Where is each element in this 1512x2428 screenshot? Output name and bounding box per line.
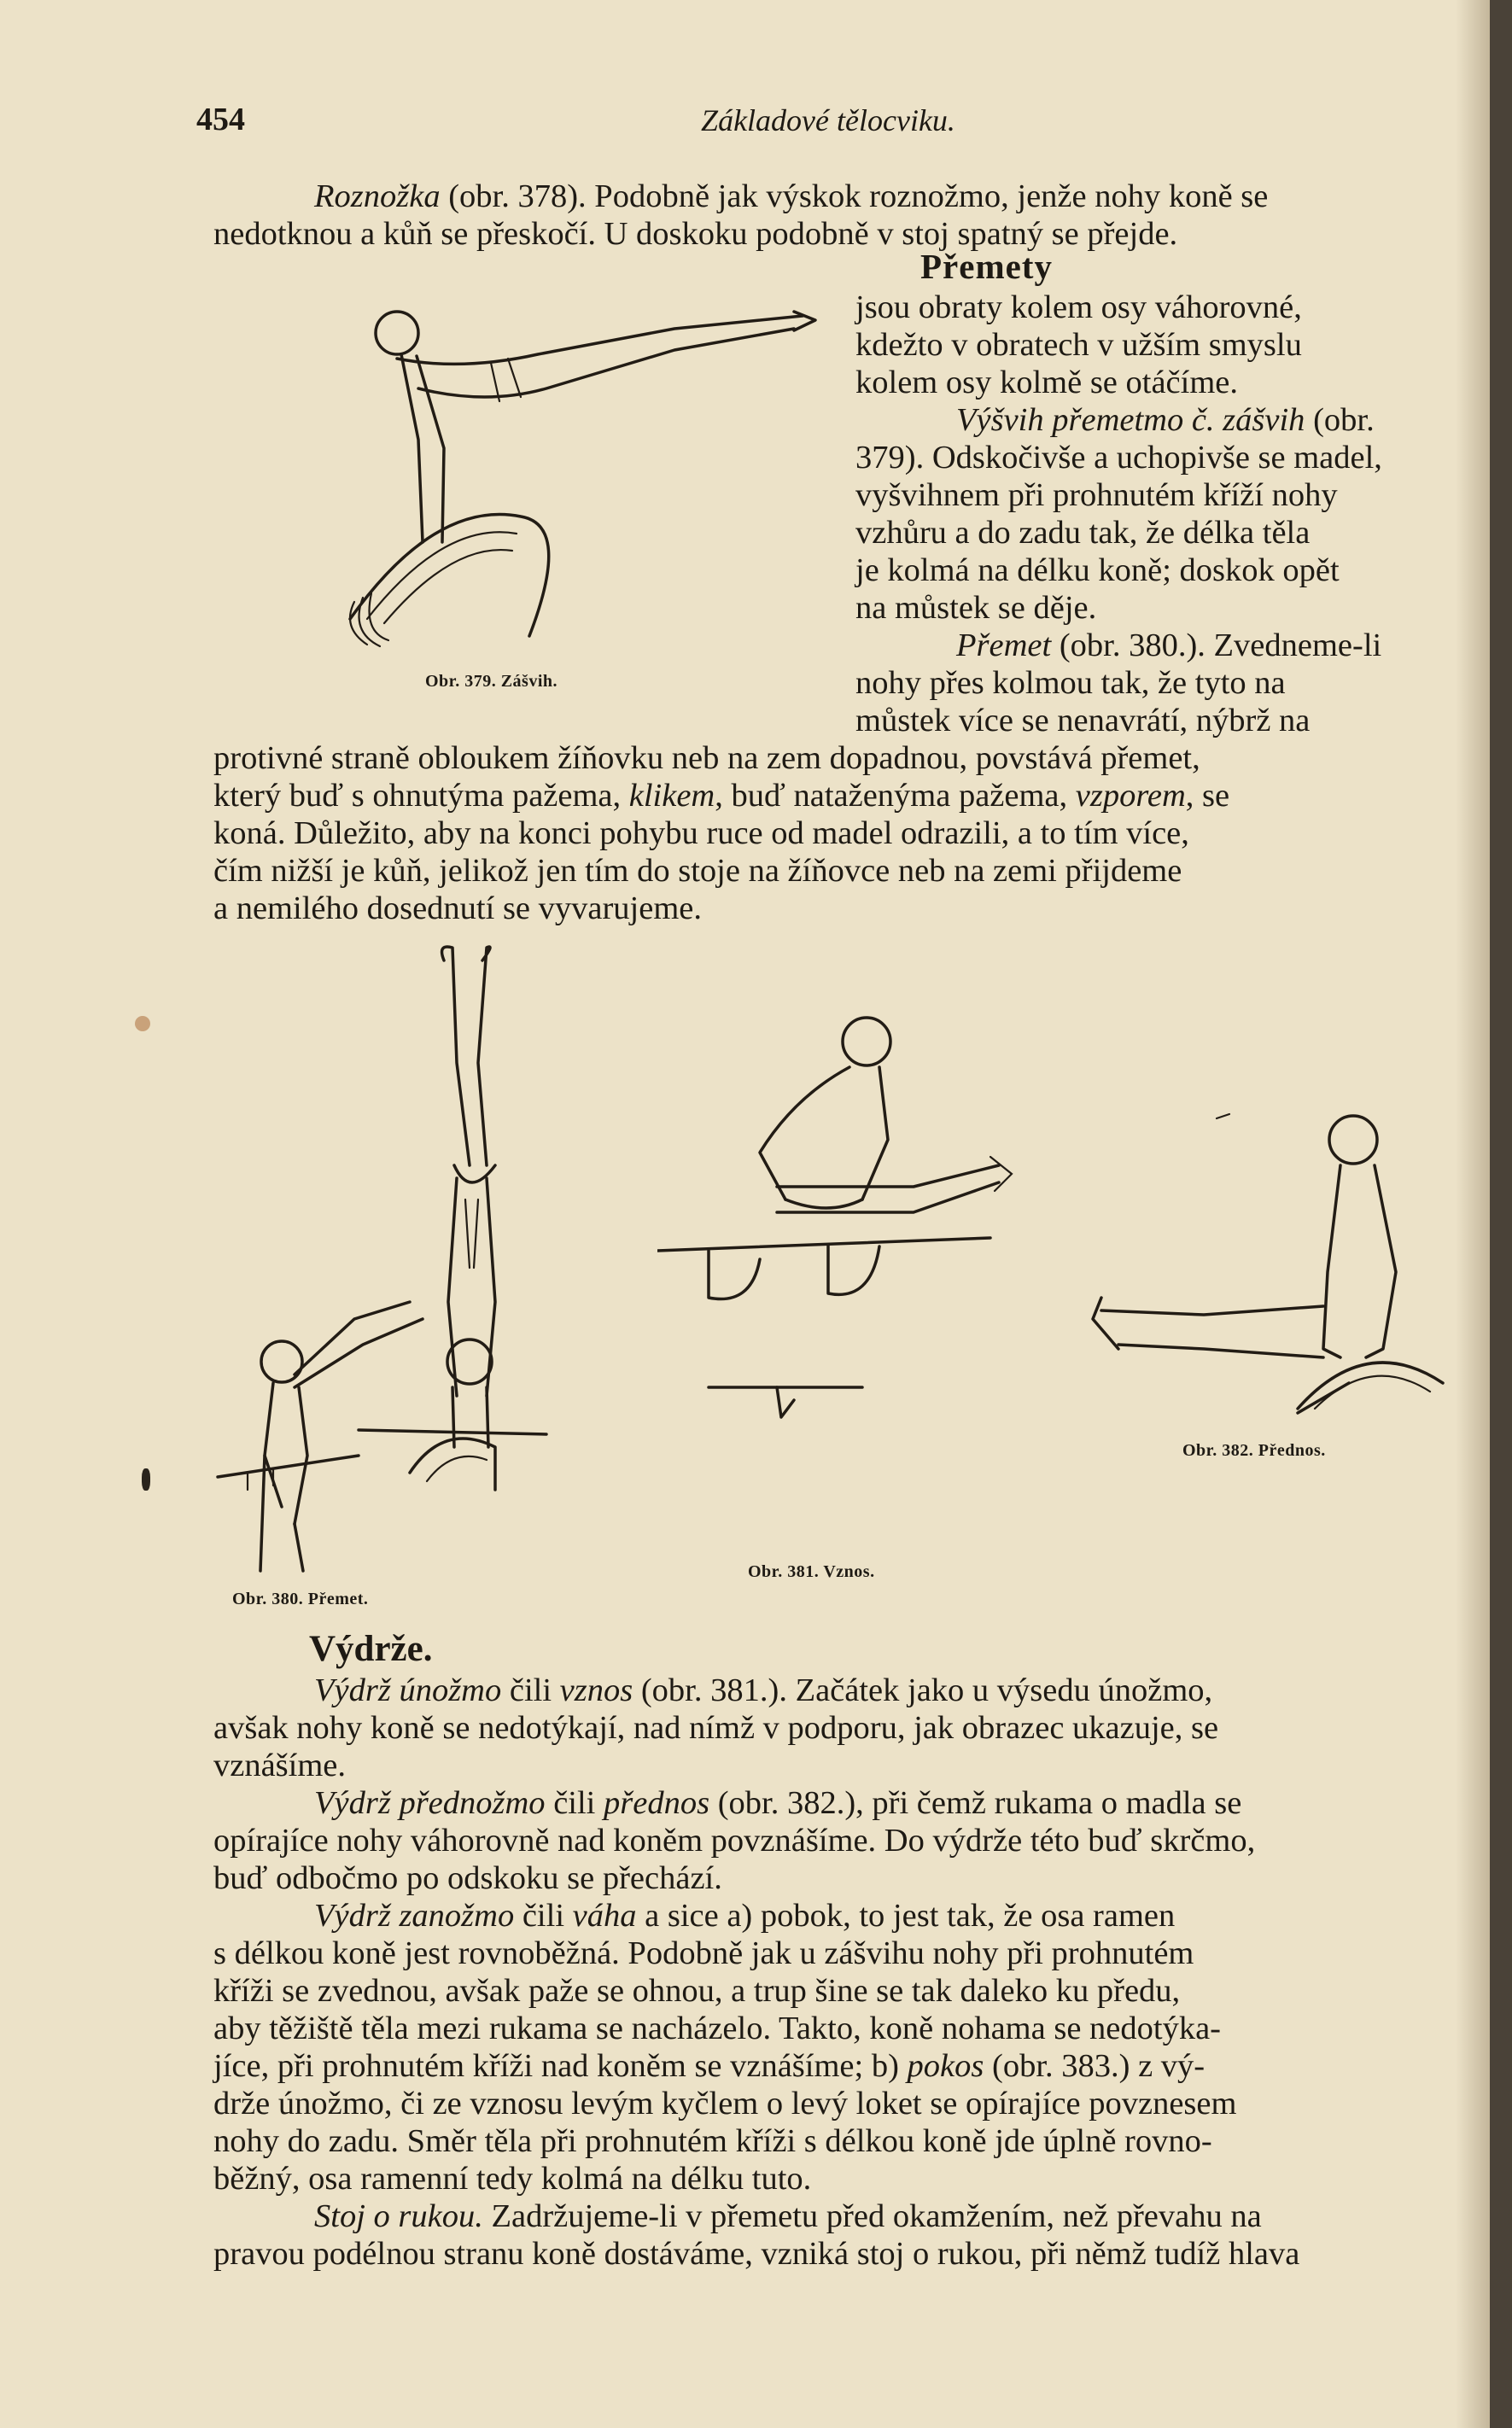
caption-379: Obr. 379. Zášvih. [425,672,558,691]
vydrz-p1-mid: čili [501,1672,560,1708]
vydrz-p3-line6: drže únožmo, či ze vznosu levým kyčlem o levý loket se opírajíce povznesem [213,2086,1237,2122]
figure-382-prednos [1084,1101,1451,1434]
premet-full-2c: , buď nataženýma pažema, [715,778,1076,814]
premety-line-1: jsou obraty kolem osy váhorovné, [855,289,1302,325]
premet-continuation [213,739,1447,927]
vysvih-line-2: vyšvihnem při prohnutém kříží nohy [855,477,1338,513]
figure-382-illustration [1084,1101,1451,1434]
vydrz-p3-line3: kříži se zvednou, avšak paže se ohnou, a trup šine se tak daleko ku předu, [213,1973,1181,2009]
vydrz-p2-mid: čili [545,1785,604,1821]
vysvih-line-1: 379). Odskočivše a uchopivše se madel, [855,440,1382,476]
vzporem-term: vzporem [1075,778,1186,814]
caption-382: Obr. 382. Přednos. [1182,1441,1326,1460]
premet-full-2a: který buď s ohnutýma pažema, [213,778,629,814]
vydrz-p3-line8: běžný, osa ramenní tedy kolmá na délku tuto. [213,2161,812,2197]
premet-term: Přemet [956,627,1052,663]
vydrz-unozmo-term: Výdrž únožmo [314,1672,502,1708]
vydrz-p3-line1: a sice a) pobok, to jest tak, že osa ramen [636,1898,1176,1934]
roznozka-paragraph [213,178,1447,253]
premet-line-1: nohy přes kolmou tak, že tyto na [855,665,1286,701]
premet-ref: (obr. 380.). Zvedneme-li [1051,627,1382,663]
ink-speck-mark [142,1468,150,1491]
figure-379-illustration [316,295,820,653]
vydrz-p4-line2: pravou podélnou stranu koně dostáváme, vzniká stoj o rukou, při němž tudíž hlava [213,2236,1300,2272]
vysvih-line-3: vzhůru a do zadu tak, že délka těla [855,515,1311,551]
prednos-term: přednos [604,1785,710,1821]
vydrz-p4-line1: Zadržujeme-li v přemetu před okamžením, než převahu na [482,2198,1262,2234]
pokos-term: pokos [907,2048,984,2084]
vaha-term: váha [572,1898,637,1934]
vydrz-p3-line4: aby těžiště těla mezi rukama se nacházelo. Takto, koně nohama se nedotýka- [213,2011,1221,2046]
vydrz-p2-line3: buď odbočmo po odskoku se přechází. [213,1860,722,1896]
figure-381-illustration [657,1003,1016,1421]
stoj-o-rukou-term: Stoj o rukou. [314,2198,483,2234]
vydrz-zanozmo-term: Výdrž zanožmo [314,1898,515,1934]
page-header [196,101,1460,143]
vydrz-p3-line2: s délkou koně jest rovnoběžná. Podobně jak u zášvihu nohy při prohnutém [213,1935,1194,1971]
vysvih-line-4: je kolmá na délku koně; doskok opět [855,552,1340,588]
klikem-term: klikem [628,778,715,814]
premety-line-2: kdežto v obratech v užším smyslu [855,327,1302,363]
premet-line-2: můstek více se nenavrátí, nýbrž na [855,703,1311,738]
vydrz-prednozmo-term: Výdrž přednožmo [314,1785,546,1821]
paper-stain-mark [135,1016,150,1031]
vydrz-p1-line1: (obr. 381.). Začátek jako u výsedu únožmo, [633,1672,1213,1708]
vysvih-ref: (obr. [1305,402,1375,438]
page-edge-shadow [1456,0,1490,2428]
roznozka-line2: nedotknou a kůň se přeskočí. U doskoku podobně v stoj spatný se přejde. [213,216,1178,252]
vznos-term: vznos [559,1672,633,1708]
premet-full-5: a nemilého dosednutí se vyvarujeme. [213,890,702,926]
page-number: 454 [196,102,245,137]
premety-line-3: kolem osy kolmě se otáčíme. [855,365,1238,400]
premet-full-4: čím nižší je kůň, jelikož jen tím do stoje na žíňovce neb na zemi přijdeme [213,853,1182,889]
premet-full-3: koná. Důležito, aby na konci pohybu ruce od madel odrazili, a to tím více, [213,815,1189,851]
vydrz-p3-line5: jíce, při prohnutém kříži nad koněm se vznášíme; b) [213,2048,908,2084]
vysvih-line-5: na můstek se děje. [855,590,1097,626]
premety-column [855,289,1449,739]
vydrz-p3-after: (obr. 383.) z vý- [984,2048,1206,2084]
heading-vydrze: Výdrže. [309,1629,433,1669]
figure-381-vznos [657,1003,1016,1421]
running-title: Základové tělocviku. [701,103,955,137]
caption-381: Obr. 381. Vznos. [748,1562,875,1581]
premet-full-1: protivné straně obloukem žíňovku neb na zem dopadnou, povstává přemet, [213,740,1200,776]
vydrz-p3-line7: nohy do zadu. Směr těla při prohnutém kříži s délkou koně jde úplně rovno- [213,2123,1212,2159]
vydrz-p3-mid: čili [514,1898,573,1934]
vydrz-p1-line3: vznášíme. [213,1748,347,1783]
figure-380-premet [213,943,581,1575]
roznozka-term: Roznožka [314,178,441,214]
heading-premety: Přemety [920,247,1053,286]
caption-380: Obr. 380. Přemet. [232,1590,369,1608]
vydrz-p1-line2: avšak nohy koně se nedotýkají, nad nímž v podporu, jak obrazec ukazuje, se [213,1710,1219,1746]
figure-379-zasvih [316,295,820,653]
vydrz-p2-line1: (obr. 382.), při čemž rukama o madla se [709,1785,1242,1821]
roznozka-line1: (obr. 378). Podobně jak výskok roznožmo, jenže nohy koně se [440,178,1269,214]
vydrz-p2-line2: opírajíce nohy váhorovně nad koněm povznášíme. Do výdrže této buď skrčmo, [213,1823,1256,1859]
figure-380-illustration [213,943,581,1575]
premet-full-2e: , se [1185,778,1230,814]
vysvih-term: Výšvih přemetmo č. zášvih [956,402,1305,438]
vydrze-body [213,1672,1447,2273]
